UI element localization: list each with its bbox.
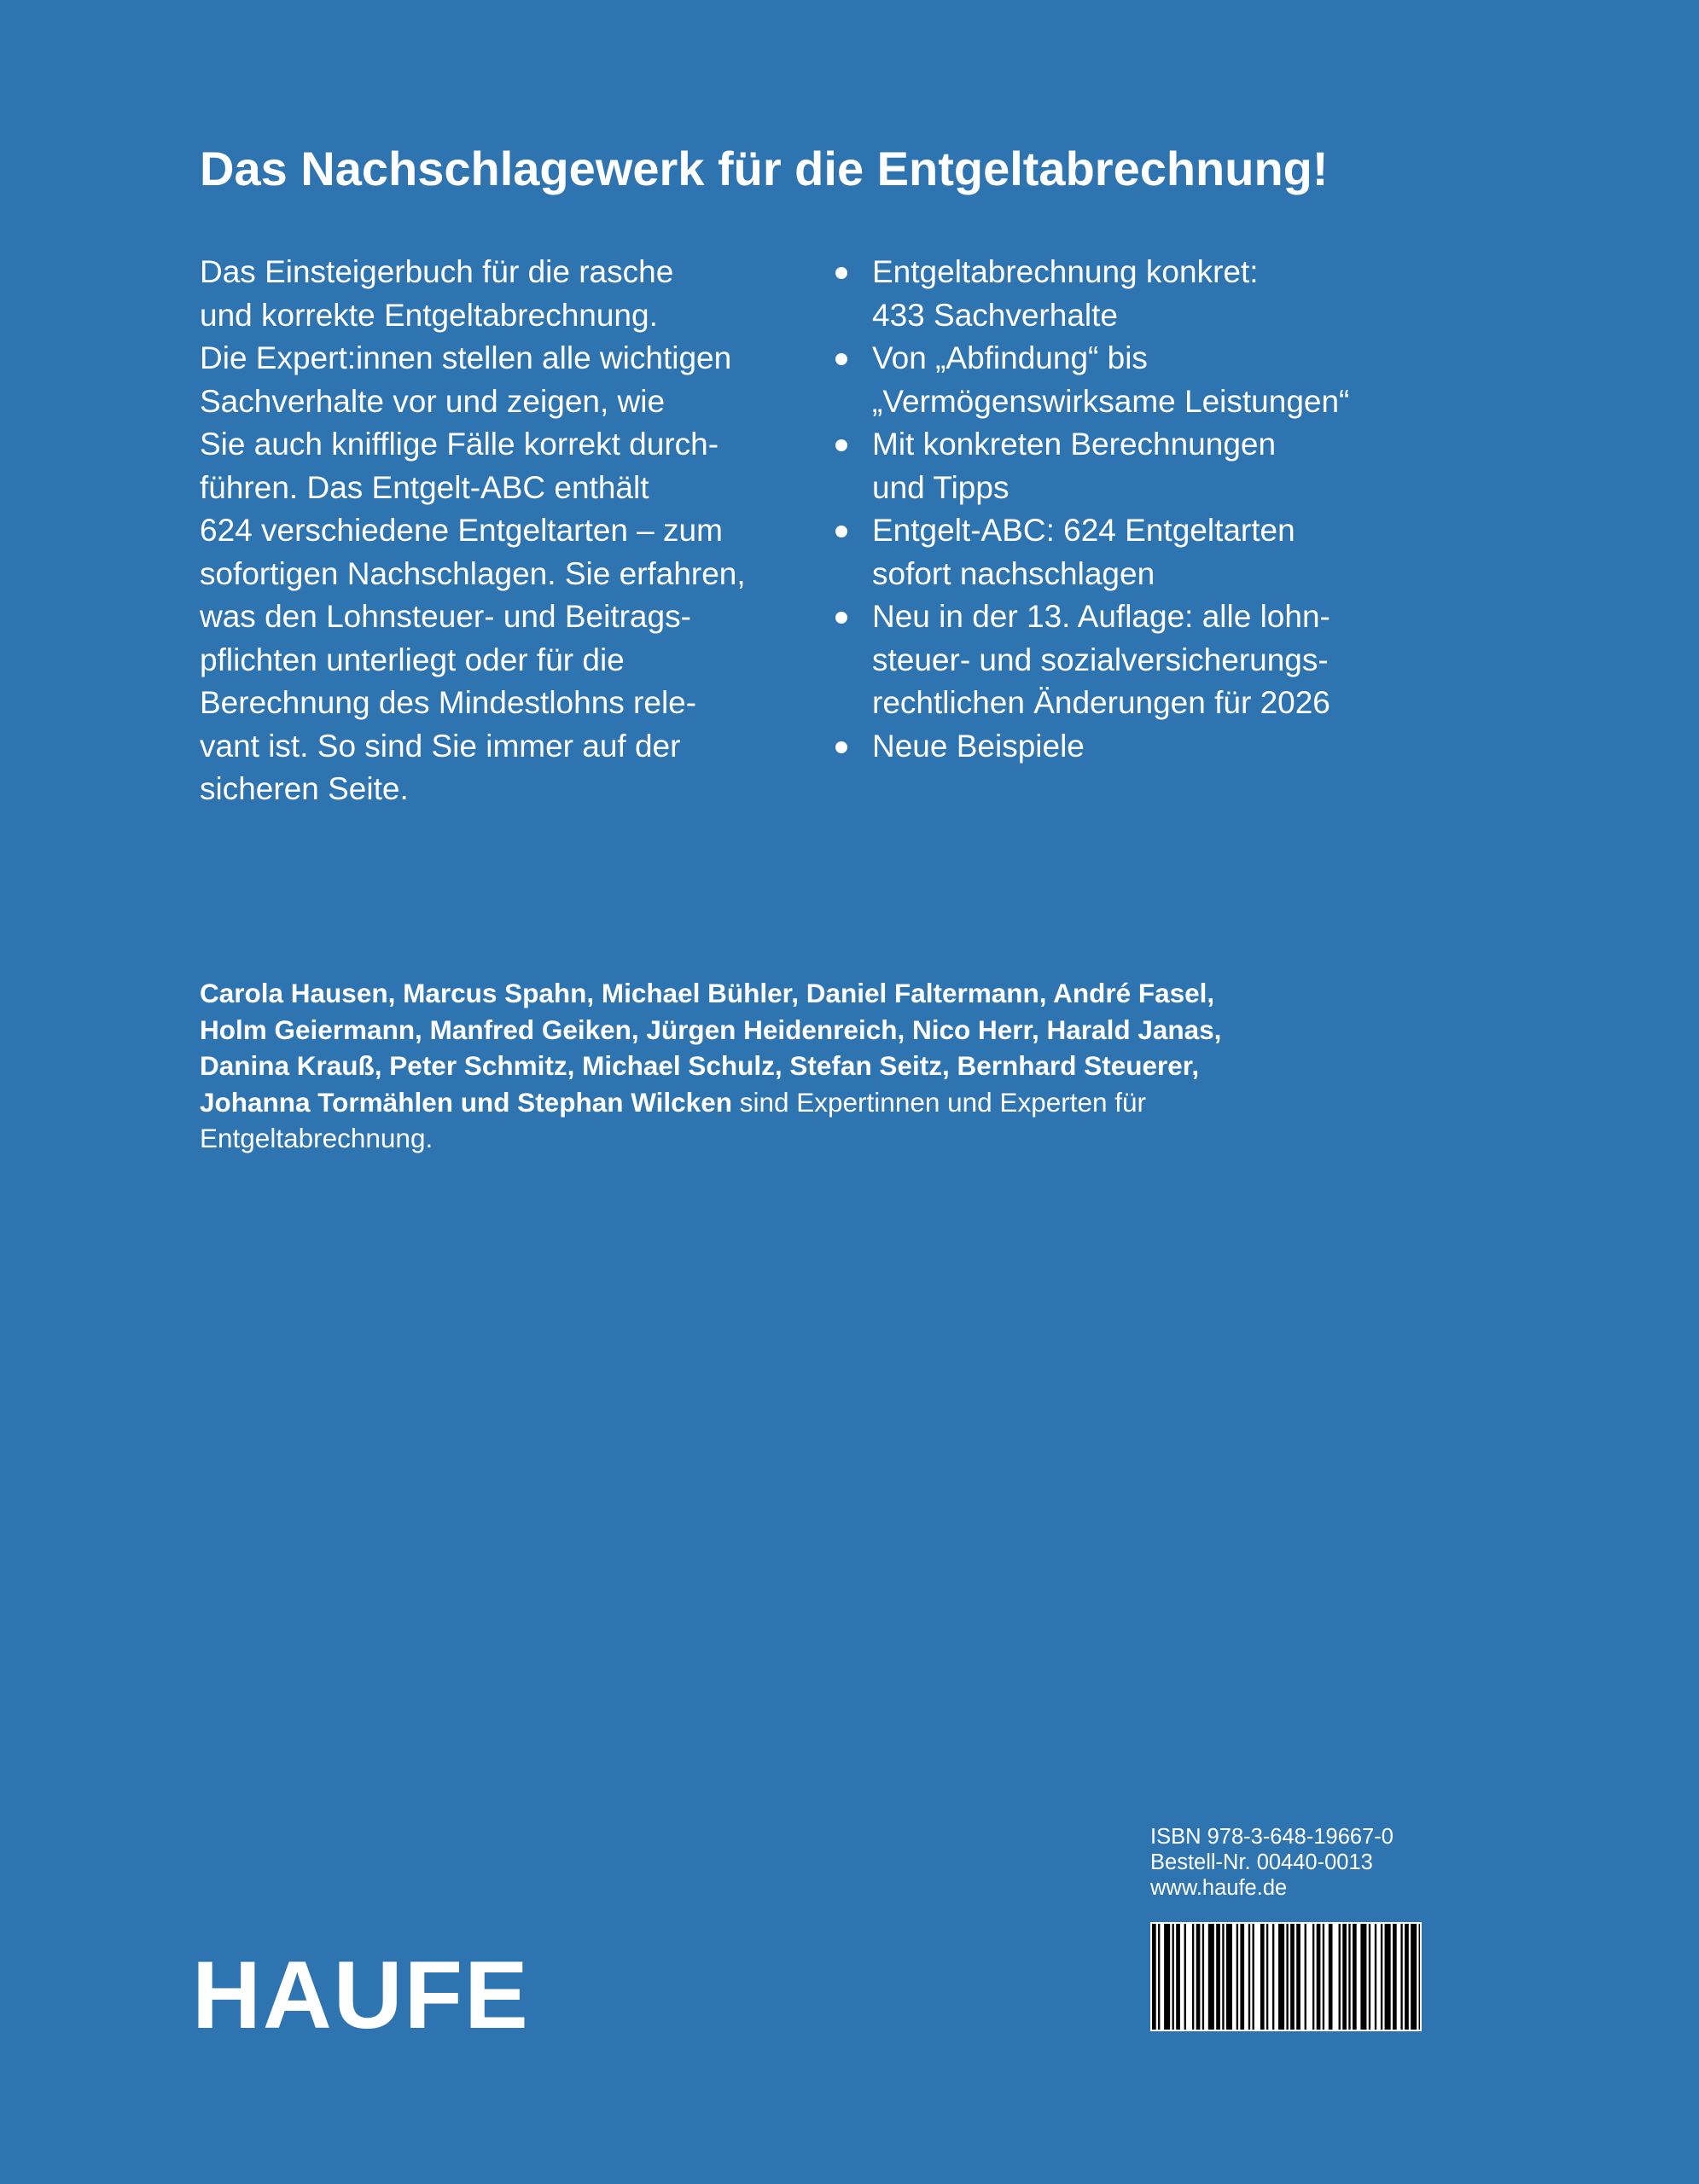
feature-line: 433 Sachverhalte bbox=[872, 297, 1118, 333]
intro-line: Sie auch knifflige Fälle korrekt durch- bbox=[200, 427, 719, 462]
bullet-icon bbox=[835, 353, 847, 365]
barcode-bar bbox=[1305, 1924, 1306, 2030]
barcode-bar bbox=[1312, 1924, 1314, 2030]
barcode-bar bbox=[1158, 1924, 1160, 2030]
intro-line: 624 verschiedene Entgeltarten – zum bbox=[200, 513, 723, 548]
bullet-icon bbox=[835, 612, 847, 624]
intro-line: pflichten unterliegt oder für die bbox=[200, 642, 625, 677]
barcode-bar bbox=[1208, 1924, 1214, 2030]
authors-names: Johanna Tormählen und Stephan Wilcken bbox=[200, 1086, 732, 1118]
barcode-bar bbox=[1192, 1924, 1194, 2030]
barcode-bars bbox=[1150, 1922, 1422, 2031]
barcode-bar bbox=[1296, 1924, 1300, 2030]
barcode-bar bbox=[1339, 1924, 1341, 2030]
barcode-bar bbox=[1253, 1924, 1254, 2030]
intro-line: vant ist. So sind Sie immer auf der bbox=[200, 728, 681, 764]
feature-line: Entgeltabrechnung konkret: bbox=[872, 254, 1259, 289]
intro-line: und korrekte Entgeltabrechnung. bbox=[200, 297, 658, 333]
barcode-bar bbox=[1405, 1924, 1409, 2030]
barcode-bar bbox=[1290, 1924, 1295, 2030]
feature-line: und Tipps bbox=[872, 469, 1010, 505]
barcode-bar bbox=[1184, 1924, 1186, 2030]
feature-line: Neue Beispiele bbox=[872, 728, 1085, 764]
barcode-bar bbox=[1164, 1924, 1170, 2030]
intro-line: sicheren Seite. bbox=[200, 771, 409, 806]
feature-line: Mit konkreten Berechnungen bbox=[872, 427, 1277, 462]
barcode-bar bbox=[1360, 1924, 1366, 2030]
feature-line: rechtlichen Änderungen für 2026 bbox=[872, 685, 1330, 720]
barcode-bar bbox=[1353, 1924, 1357, 2030]
intro-line: führen. Das Entgelt-ABC enthält bbox=[200, 469, 649, 505]
intro-text bbox=[200, 251, 814, 811]
authors-line: Carola Hausen, Marcus Spahn, Michael Bühler, Daniel Faltermann, André Fasel, bbox=[200, 978, 1215, 1008]
barcode-bar bbox=[1272, 1924, 1274, 2030]
barcode-bar bbox=[1172, 1924, 1174, 2030]
intro-line: Sachverhalte vor und zeigen, wie bbox=[200, 383, 666, 419]
intro-line: was den Lohnsteuer- und Beitrags- bbox=[200, 599, 691, 634]
barcode-bar bbox=[1240, 1924, 1244, 2030]
feature-item bbox=[831, 251, 1514, 337]
authors-line: Danina Krauß, Peter Schmitz, Michael Schulz, Stefan Seitz, Bernhard Steuerer, bbox=[200, 1050, 1200, 1081]
barcode-bar bbox=[1329, 1924, 1333, 2030]
authors-line: Holm Geiermann, Manfred Geiken, Jürgen Heidenreich, Nico Herr, Harald Janas, bbox=[200, 1014, 1222, 1045]
book-info bbox=[1150, 1824, 1394, 1901]
barcode-bar bbox=[1266, 1924, 1268, 2030]
barcode-bar bbox=[1342, 1924, 1347, 2030]
intro-line: Berechnung des Mindestlohns rele- bbox=[200, 685, 697, 720]
feature-list bbox=[831, 251, 1514, 768]
bullet-icon bbox=[835, 741, 847, 753]
intro-line: Das Einsteigerbuch für die rasche bbox=[200, 254, 674, 289]
barcode-bar bbox=[1317, 1924, 1321, 2030]
authors-line: Entgeltabrechnung. bbox=[200, 1123, 433, 1153]
feature-item bbox=[831, 423, 1514, 509]
order-number: Bestell-Nr. 00440-0013 bbox=[1150, 1850, 1373, 1874]
barcode-bar bbox=[1400, 1924, 1402, 2030]
feature-line: Von „Abfindung“ bis bbox=[872, 340, 1148, 375]
feature-item bbox=[831, 725, 1514, 769]
barcode-bar bbox=[1176, 1924, 1180, 2030]
authors-description: sind Expertinnen und Experten für bbox=[731, 1086, 1147, 1118]
barcode-bar bbox=[1348, 1924, 1350, 2030]
barcode-bar bbox=[1381, 1924, 1382, 2030]
barcode-bar bbox=[1411, 1924, 1417, 2030]
feature-line: steuer- und sozialversicherungs- bbox=[872, 642, 1329, 677]
bullet-icon bbox=[835, 526, 847, 537]
isbn: ISBN 978-3-648-19667-0 bbox=[1150, 1825, 1394, 1849]
bullet-icon bbox=[835, 267, 847, 279]
feature-line: Neu in der 13. Auflage: alle lohn- bbox=[872, 599, 1330, 634]
feature-line: „Vermögenswirksame Leistungen“ bbox=[872, 383, 1350, 419]
headline: Das Nachschlagewerk für die Entgeltabrechnung! bbox=[200, 142, 1329, 195]
bullet-icon bbox=[835, 439, 847, 451]
barcode-bar bbox=[1152, 1924, 1156, 2030]
barcode-bar bbox=[1369, 1924, 1370, 2030]
feature-line: Entgelt-ABC: 624 Entgeltarten bbox=[872, 513, 1295, 548]
barcode-bar bbox=[1286, 1924, 1288, 2030]
barcode-bar bbox=[1226, 1924, 1232, 2030]
barcode-bar bbox=[1260, 1924, 1265, 2030]
barcode-bar bbox=[1393, 1924, 1397, 2030]
feature-item bbox=[831, 337, 1514, 423]
barcode-bar bbox=[1419, 1924, 1420, 2030]
barcode-bar bbox=[1202, 1924, 1204, 2030]
intro-line: sofortigen Nachschlagen. Sie erfahren, bbox=[200, 555, 746, 591]
barcode-bar bbox=[1375, 1924, 1376, 2030]
feature-item bbox=[831, 595, 1514, 725]
feature-item bbox=[831, 509, 1514, 595]
barcode-bar bbox=[1278, 1924, 1284, 2030]
barcode-bar bbox=[1248, 1924, 1250, 2030]
barcode-bar bbox=[1323, 1924, 1324, 2030]
barcode-bar bbox=[1222, 1924, 1224, 2030]
intro-line: Die Expert:innen stellen alle wichtigen bbox=[200, 340, 732, 375]
haufe-logo: HAUFE bbox=[192, 1942, 530, 2048]
barcode-bar bbox=[1385, 1924, 1391, 2030]
barcode bbox=[1150, 1922, 1422, 2031]
authors-line bbox=[200, 1084, 1480, 1121]
barcode-bar bbox=[1236, 1924, 1238, 2030]
website-link[interactable]: www.haufe.de bbox=[1150, 1876, 1288, 1900]
authors-text bbox=[200, 975, 1480, 1157]
barcode-bar bbox=[1196, 1924, 1201, 2030]
feature-line: sofort nachschlagen bbox=[872, 555, 1155, 591]
barcode-bar bbox=[1216, 1924, 1220, 2030]
